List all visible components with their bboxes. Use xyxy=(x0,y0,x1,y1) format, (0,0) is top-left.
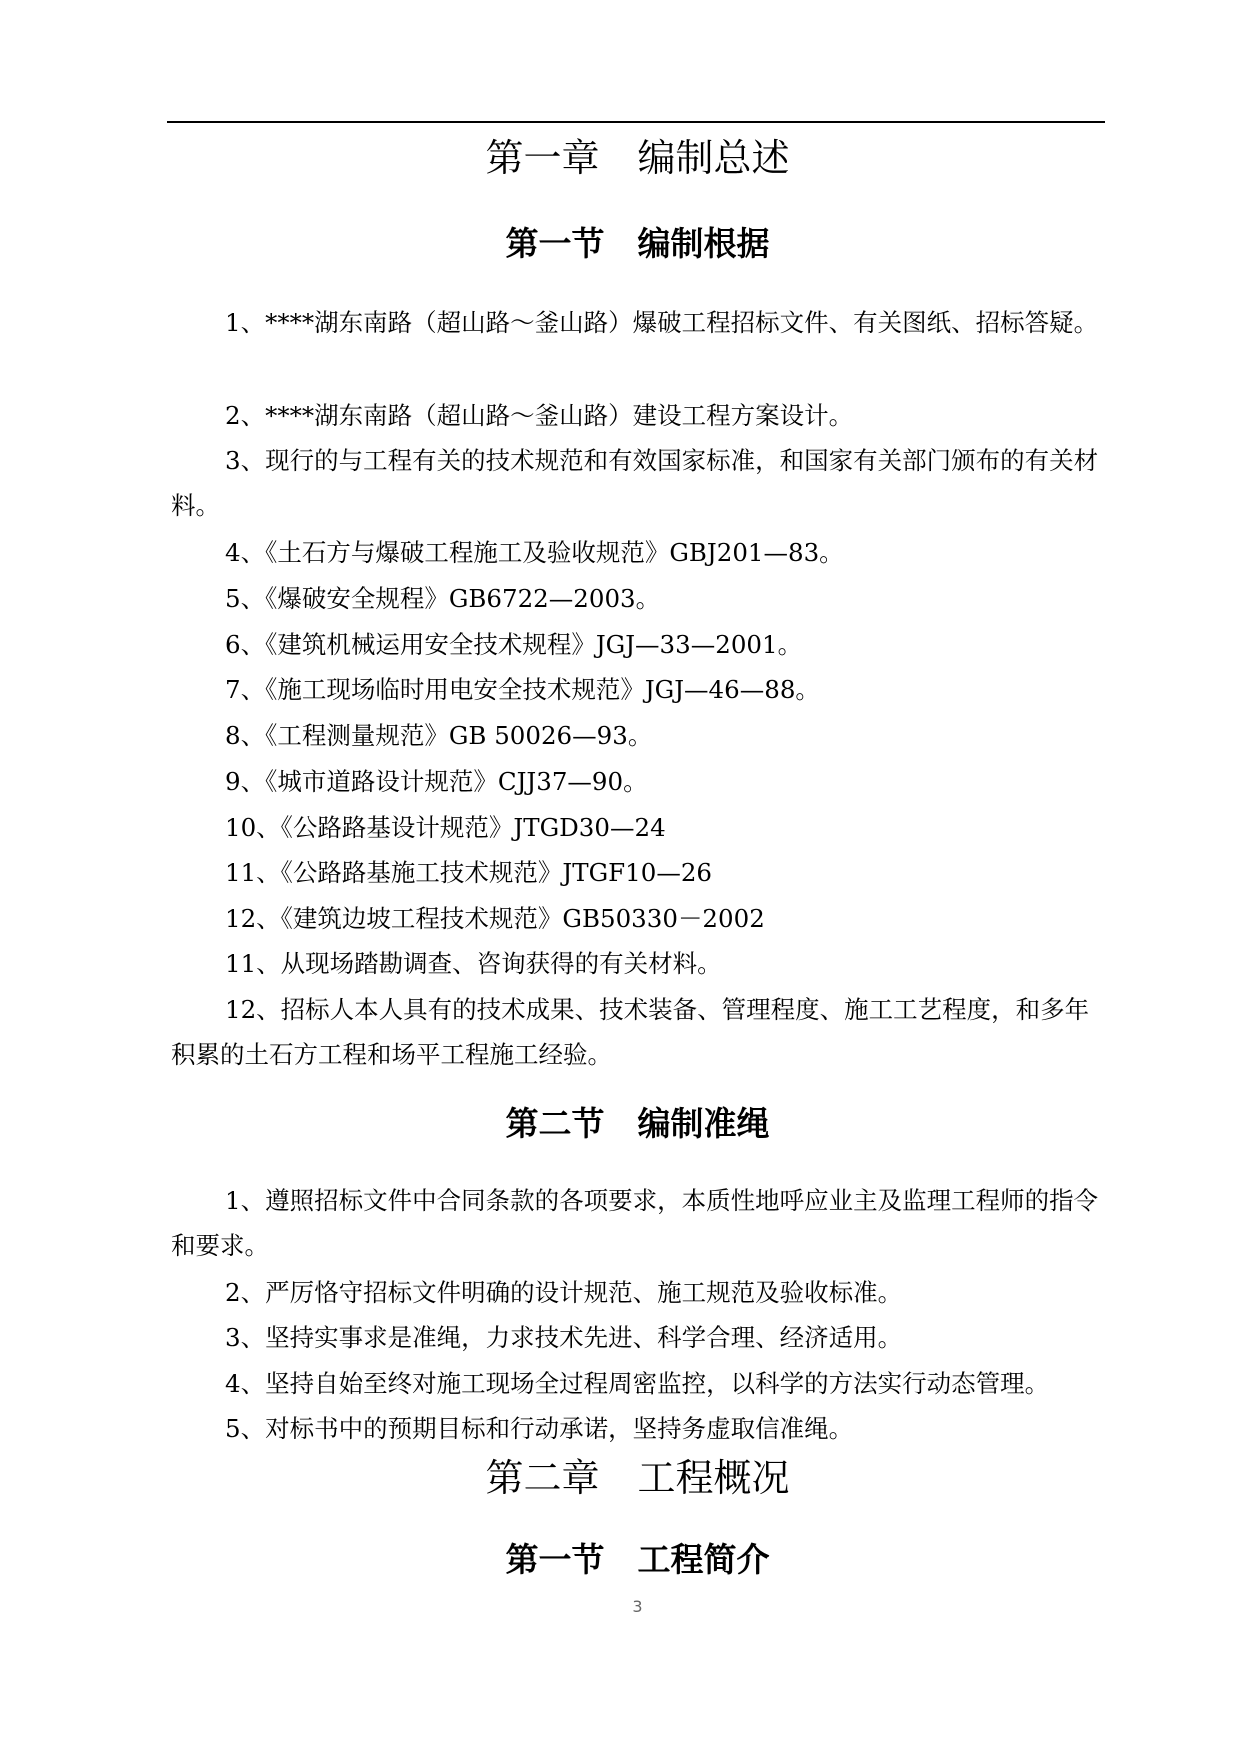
list-item: 10、《公路路基设计规范》JTGD30—24 xyxy=(225,813,666,842)
header-rule xyxy=(167,121,1105,123)
list-item: 1、遵照招标文件中合同条款的各项要求，本质性地呼应业主及监理工程师的指令和要求。 xyxy=(171,1186,1099,1260)
list-item: 7、《施工现场临时用电安全技术规范》JGJ—46—88。 xyxy=(225,675,820,704)
section-title: 第一节 编制根据 xyxy=(505,224,770,263)
list-item: 11、从现场踏勘调查、咨询获得的有关材料。 xyxy=(225,949,722,978)
list-item: 11、《公路路基施工技术规范》JTGF10—26 xyxy=(225,858,713,887)
list-item: 5、对标书中的预期目标和行动承诺，坚持务虚取信准绳。 xyxy=(225,1414,854,1443)
chapter-title: 第一章 编制总述 xyxy=(485,136,790,180)
list-item: 4、《土石方与爆破工程施工及验收规范》GBJ201—83。 xyxy=(225,538,844,567)
page-number: 3 xyxy=(632,1597,643,1616)
list-item: 12、《建筑边坡工程技术规范》GB50330－2002 xyxy=(225,904,765,933)
list-item: 1、****湖东南路（超山路～釜山路）爆破工程招标文件、有关图纸、招标答疑。 xyxy=(225,308,1099,337)
list-item: 2、****湖东南路（超山路～釜山路）建设工程方案设计。 xyxy=(225,401,854,430)
list-item: 12、招标人本人具有的技术成果、技术装备、管理程度、施工工艺程度，和多年积累的土石方工程和场平工程施工经验。 xyxy=(171,995,1090,1069)
list-item: 3、坚持实事求是准绳，力求技术先进、科学合理、经济适用。 xyxy=(225,1323,903,1352)
list-item: 8、《工程测量规范》GB 50026—93。 xyxy=(225,721,653,750)
section-title: 第二节 编制准绳 xyxy=(505,1104,770,1143)
list-item: 2、严厉恪守招标文件明确的设计规范、施工规范及验收标准。 xyxy=(225,1278,903,1307)
list-item: 6、《建筑机械运用安全技术规程》JGJ—33—2001。 xyxy=(225,630,803,659)
list-item: 9、《城市道路设计规范》CJJ37—90。 xyxy=(225,767,648,796)
section-title: 第一节 工程简介 xyxy=(505,1540,770,1579)
chapter-title: 第二章 工程概况 xyxy=(485,1456,790,1500)
list-item: 4、坚持自始至终对施工现场全过程周密监控，以科学的方法实行动态管理。 xyxy=(225,1369,1050,1398)
list-item: 3、现行的与工程有关的技术规范和有效国家标准，和国家有关部门颁布的有关材料。 xyxy=(171,446,1099,520)
list-item: 5、《爆破安全规程》GB6722—2003。 xyxy=(225,584,661,613)
